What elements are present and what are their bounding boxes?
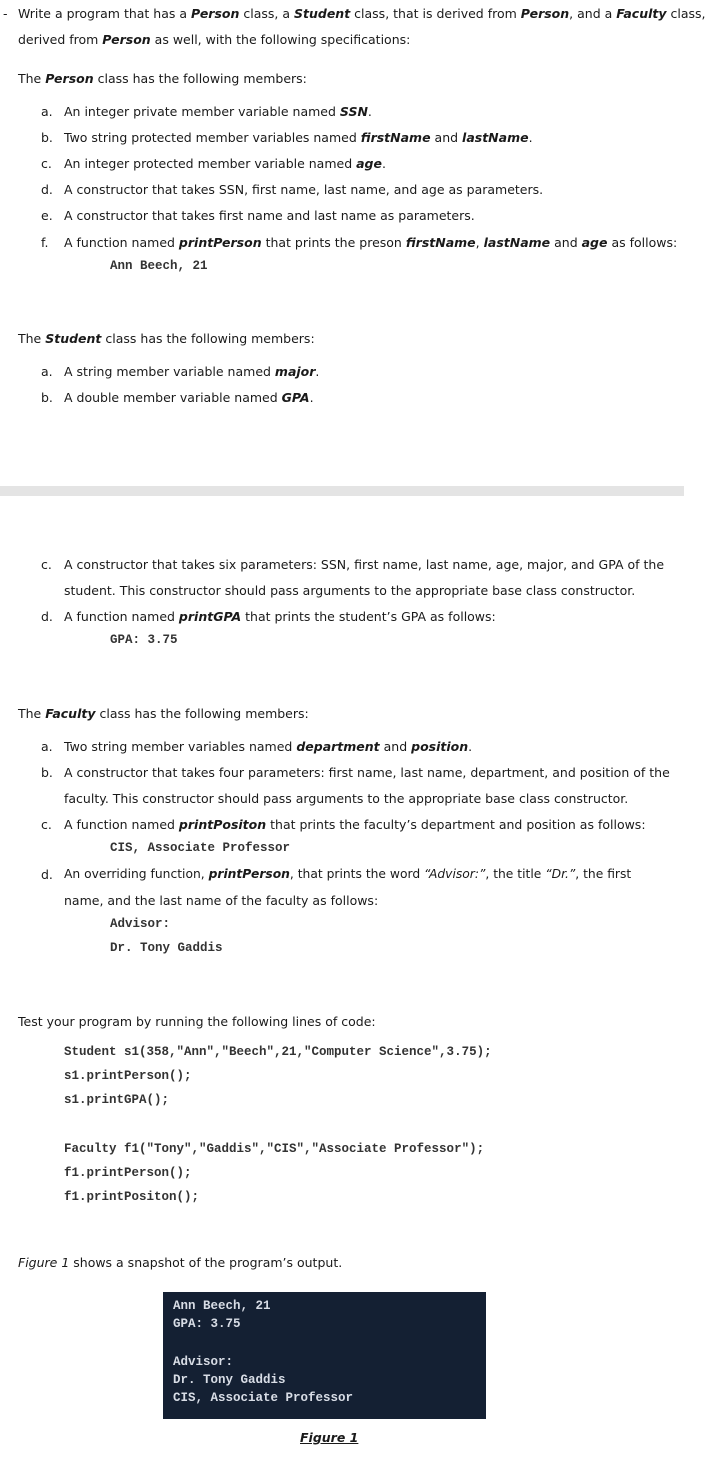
list-label: c. [41,817,52,832]
faculty-item-printpositon: A function named printPositon that prints the faculty’s department and position as follows: [64,817,646,832]
student-item-constructor-line-2: student. This constructor should pass arguments to the appropriate base class constructor. [64,583,636,598]
list-label: d. [41,867,53,882]
code-line: f1.printPositon(); [64,1190,200,1204]
intro-line-1: Write a program that has a Person class, a Student class, that is derived from Person, and a Faculty class, [18,6,706,21]
code-sample: Advisor: [110,917,171,931]
code-sample: GPA: 3.75 [110,633,178,647]
person-item-age: An integer protected member variable named age. [64,156,386,171]
figure-caption: Figure 1 shows a snapshot of the program’s output. [18,1255,343,1270]
person-item-printperson: A function named printPerson that prints the preson firstName, lastName and age as follows: [64,235,678,250]
test-heading: Test your program by running the following lines of code: [18,1014,376,1029]
list-label: d. [41,182,53,197]
list-label: b. [41,390,53,405]
faculty-item-constructor-line-2: faculty. This constructor should pass arguments to the appropriate base class constructor. [64,791,629,806]
student-item-printgpa: A function named printGPA that prints the student’s GPA as follows: [64,609,496,624]
student-item-major: A string member variable named major. [64,364,320,379]
output-line: Ann Beech, 21 [173,1299,271,1313]
code-sample: Ann Beech, 21 [110,259,208,273]
code-sample: CIS, Associate Professor [110,841,291,855]
list-bullet: - [3,6,8,21]
person-heading: The Person class has the following members: [18,71,307,86]
student-item-constructor-line-1: A constructor that takes six parameters: SSN, first name, last name, age, major, and GPA of the [64,557,665,572]
code-line: Student s1(358,"Ann","Beech",21,"Computer Science",3.75); [64,1045,492,1059]
student-heading: The Student class has the following members: [18,331,315,346]
list-label: e. [41,208,53,223]
faculty-item-override-line-1: An overriding function, printPerson, that prints the word “Advisor:”, the title “Dr.”, the first [64,867,632,881]
output-line: GPA: 3.75 [173,1317,241,1331]
faculty-item-constructor-line-1: A constructor that takes four parameters: first name, last name, department, and position of the [64,765,670,780]
list-label: c. [41,557,52,572]
intro-line-2: derived from Person as well, with the following specifications: [18,32,411,47]
code-line: s1.printPerson(); [64,1069,192,1083]
list-label: a. [41,364,53,379]
output-line: Advisor: [173,1355,234,1369]
output-line: Dr. Tony Gaddis [173,1373,286,1387]
program-output-console [163,1292,486,1419]
list-label: d. [41,609,53,624]
person-item-constructor-2: A constructor that takes first name and last name as parameters. [64,208,475,223]
output-line: CIS, Associate Professor [173,1391,354,1405]
list-label: a. [41,104,53,119]
list-label: a. [41,739,53,754]
list-label: b. [41,765,53,780]
list-label: c. [41,156,52,171]
code-sample: Dr. Tony Gaddis [110,941,223,955]
person-item-constructor-1: A constructor that takes SSN, first name, last name, and age as parameters. [64,182,544,197]
faculty-heading: The Faculty class has the following members: [18,706,309,721]
code-line: Faculty f1("Tony","Gaddis","CIS","Associate Professor"); [64,1142,485,1156]
page-break-divider [0,486,684,496]
list-label: b. [41,130,53,145]
faculty-item-variables: Two string member variables named department and position. [64,739,473,754]
list-label: f. [41,235,49,250]
faculty-item-override-line-2: name, and the last name of the faculty as follows: [64,893,379,908]
person-item-names: Two string protected member variables named firstName and lastName. [64,130,533,145]
student-item-gpa: A double member variable named GPA. [64,390,314,405]
person-item-ssn: An integer private member variable named SSN. [64,104,372,119]
code-line: s1.printGPA(); [64,1093,170,1107]
code-line: f1.printPerson(); [64,1166,192,1180]
figure-label: Figure 1 [300,1430,359,1445]
